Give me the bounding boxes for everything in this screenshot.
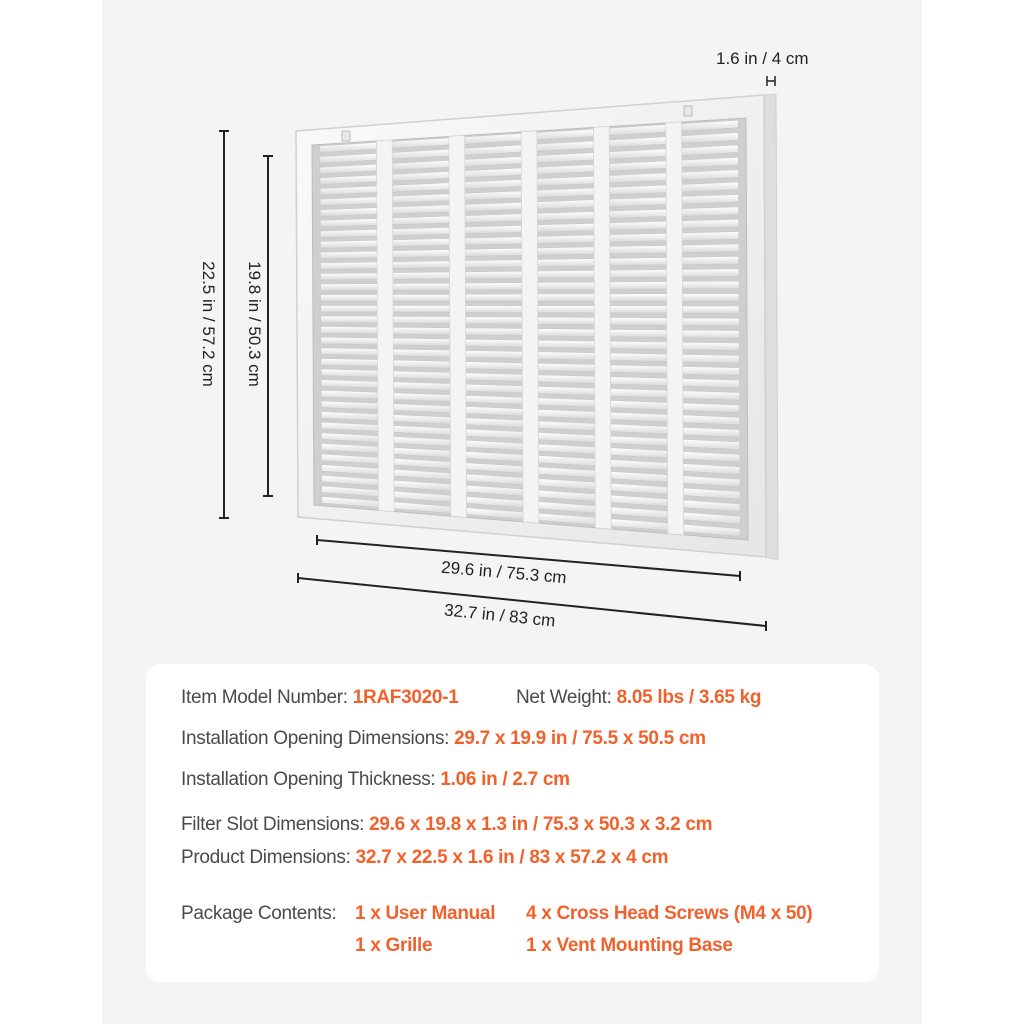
louver-slat <box>393 338 450 346</box>
louver-slat <box>321 295 378 302</box>
louver-slat <box>465 306 522 313</box>
opening-thickness-label: Installation Opening Thickness: <box>181 769 436 790</box>
louver-slat <box>465 283 522 290</box>
louver-slat <box>465 214 522 223</box>
louver-slat <box>538 306 595 313</box>
louver-slat <box>466 373 523 382</box>
package-item: 4 x Cross Head Screws (M4 x 50) <box>526 903 813 924</box>
louver-slat <box>683 391 740 400</box>
louver-slat <box>610 282 667 290</box>
louver-slat <box>393 272 450 279</box>
louver-slat <box>610 329 667 337</box>
louver-slat <box>610 341 667 349</box>
louver-slat <box>537 235 594 244</box>
louver-slat <box>683 330 740 338</box>
louver-slat <box>683 342 740 351</box>
louver-slat <box>610 294 667 302</box>
weight-row <box>516 687 761 709</box>
louver-slat <box>466 362 523 370</box>
louver-slat <box>682 232 739 241</box>
louver-slat <box>321 369 378 377</box>
louver-slat <box>683 379 740 388</box>
louver-slat <box>682 281 739 289</box>
louver-slat <box>465 237 522 245</box>
louver-slat <box>320 229 377 237</box>
louver-slat <box>538 282 595 290</box>
louver-divider <box>594 127 612 530</box>
louver-slat <box>321 316 378 323</box>
louver-slat <box>682 318 739 326</box>
louver-slat <box>682 244 739 253</box>
louver-slat <box>393 261 450 269</box>
louver-slat <box>321 305 378 312</box>
louver-slat <box>538 363 595 372</box>
louver-slat <box>393 349 450 357</box>
louver-slat <box>610 197 667 206</box>
louver-slat <box>393 239 450 247</box>
louver-slat <box>537 223 594 232</box>
louver-slat <box>610 233 667 242</box>
product-dimensions-label: Product Dimensions: <box>181 847 351 868</box>
louver-slat <box>610 318 667 326</box>
louver-slat <box>465 225 522 234</box>
louver-slat <box>321 337 378 345</box>
louver-slat <box>320 240 377 248</box>
louver-slat <box>393 294 450 301</box>
louver-slat <box>465 260 522 268</box>
louver-slat <box>610 270 667 278</box>
filter-slot-label: Filter Slot Dimensions: <box>181 814 365 835</box>
grille-louvers <box>320 120 740 536</box>
opening-thickness-row <box>181 769 570 791</box>
louver-slat <box>465 294 522 301</box>
product-dimensions-value: 32.7 x 22.5 x 1.6 in / 83 x 57.2 x 4 cm <box>355 847 669 868</box>
louver-divider <box>521 131 539 523</box>
outer-height-label: 22.5 in / 57.2 cm <box>199 261 218 387</box>
louver-divider <box>666 122 684 535</box>
louver-slat <box>538 317 595 325</box>
louver-slat <box>320 251 377 259</box>
louver-slat <box>610 245 667 253</box>
opening-dimensions-value: 29.7 x 19.9 in / 75.5 x 50.5 cm <box>454 728 706 749</box>
louver-slat <box>393 371 450 380</box>
louver-slat <box>466 384 523 393</box>
weight-label: Net Weight: <box>516 687 612 708</box>
filter-slot-value: 29.6 x 19.8 x 1.3 in / 75.3 x 50.3 x 3.2 cm <box>369 814 713 835</box>
frame-clip-left <box>342 131 350 141</box>
model-value: 1RAF3020-1 <box>352 687 459 708</box>
louver-slat <box>682 256 739 264</box>
louver-slat <box>610 353 667 362</box>
opening-thickness-value: 1.06 in / 2.7 cm <box>440 769 570 790</box>
outer-width-label: 32.7 in / 83 cm <box>443 600 557 631</box>
louver-slat <box>610 365 667 374</box>
louver-slat <box>393 227 450 235</box>
louver-slat <box>393 316 450 323</box>
louver-slat <box>466 339 523 347</box>
louver-slat <box>538 259 595 267</box>
louver-slat <box>537 247 594 255</box>
louver-slat <box>321 262 378 270</box>
louver-slat <box>538 329 595 337</box>
louver-slat <box>465 248 522 256</box>
louver-slat <box>538 352 595 360</box>
frame-clip-right <box>684 106 692 116</box>
filter-slot-row <box>181 814 712 836</box>
louver-slat <box>538 270 595 278</box>
louver-slat <box>610 258 667 266</box>
louver-slat <box>393 250 450 258</box>
opening-dimensions-label: Installation Opening Dimensions: <box>181 728 450 749</box>
louver-slat <box>538 375 595 384</box>
louver-slat <box>393 360 450 368</box>
louver-slat <box>610 377 667 386</box>
inner-width-label: 29.6 in / 75.3 cm <box>440 557 568 588</box>
opening-dimensions-row <box>181 728 706 750</box>
louver-slat <box>683 354 740 363</box>
louver-slat <box>610 306 667 314</box>
louver-slat <box>465 271 522 279</box>
louver-slat <box>538 294 595 301</box>
package-item: 1 x User Manual <box>355 903 496 924</box>
louver-slat <box>321 348 378 356</box>
louver-slat <box>610 221 667 230</box>
louver-slat <box>610 209 667 218</box>
louver-slat <box>465 317 522 324</box>
louver-slat <box>682 306 739 314</box>
depth-label: 1.6 in / 4 cm <box>716 49 809 68</box>
model-label: Item Model Number: <box>181 687 348 708</box>
louver-slat <box>321 284 378 291</box>
louver-slat <box>610 389 667 398</box>
louver-slat <box>683 367 740 376</box>
package-item: 1 x Vent Mounting Base <box>526 935 733 956</box>
weight-value: 8.05 lbs / 3.65 kg <box>616 687 762 708</box>
louver-slat <box>393 305 450 312</box>
inner-height-label: 19.8 in / 50.3 cm <box>245 261 264 387</box>
package-item: 1 x Grille <box>355 935 433 956</box>
louver-slat <box>321 327 378 334</box>
louver-slat <box>393 283 450 290</box>
louver-slat <box>393 327 450 335</box>
louver-slat <box>321 273 378 280</box>
louver-divider <box>377 140 395 512</box>
louver-slat <box>682 207 739 216</box>
package-contents-label: Package Contents: <box>181 903 337 924</box>
louver-divider <box>449 136 467 518</box>
louver-slat <box>466 350 523 358</box>
louver-slat <box>682 269 739 277</box>
louver-slat <box>320 219 377 227</box>
louver-slat <box>538 340 595 348</box>
louver-slat <box>537 212 594 221</box>
model-row <box>181 687 458 709</box>
louver-slat <box>682 219 739 228</box>
louver-slat <box>466 328 523 336</box>
product-dimensions-row <box>181 847 668 869</box>
louver-slat <box>321 358 378 366</box>
louver-slat <box>682 294 739 302</box>
louver-slat <box>538 386 595 395</box>
